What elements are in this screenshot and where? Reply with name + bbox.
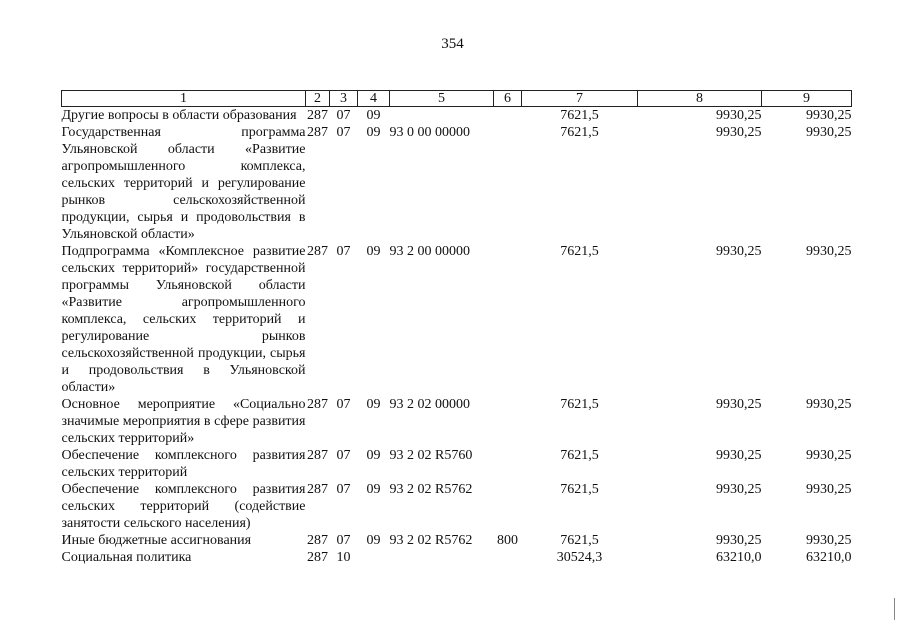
row-value-7: 7621,5: [560, 448, 599, 463]
row-code-2: 287: [307, 397, 328, 412]
row-code-2: 287: [307, 244, 328, 259]
row-code-6: 800: [497, 533, 518, 548]
table-row: [62, 532, 852, 549]
row-code-6: [494, 243, 522, 396]
table-row: [62, 481, 852, 532]
row-value-8: 9930,25: [716, 108, 762, 123]
row-code-5: [390, 549, 494, 566]
scan-mark: [894, 598, 895, 620]
row-code-3: 07: [336, 397, 351, 412]
row-value-9: 9930,25: [806, 125, 852, 140]
row-code-6: [494, 447, 522, 481]
row-code-4: 09: [366, 533, 381, 548]
row-code-4: [358, 549, 390, 566]
row-code-5: 93 2 02 R5760: [389, 448, 473, 463]
row-value-7: 30524,3: [556, 550, 603, 565]
table-row: [62, 396, 852, 447]
row-name: Обеспечение комплексного развития сельских территорий: [61, 448, 306, 480]
row-value-7: 7621,5: [560, 108, 599, 123]
col-header-3: 3: [330, 91, 358, 107]
table-row: [62, 124, 852, 243]
col-header-1: 1: [62, 91, 306, 107]
row-code-4: 09: [366, 482, 381, 497]
row-name: Подпрограмма «Комплексное развитие сельских территорий» государственной программы Ульяновской области «Развитие агропромышленного комплекса, сельских территорий и регулирование рынков сельскохозяйственной продукции, сырья и продовольствия в Ульяновской области»: [61, 244, 306, 395]
row-value-7: 7621,5: [560, 397, 599, 412]
header-row: [62, 91, 852, 107]
table-row: [62, 549, 852, 566]
row-value-9: 9930,25: [806, 397, 852, 412]
row-value-9: 9930,25: [806, 108, 852, 123]
col-header-7: 7: [522, 91, 638, 107]
col-header-6: 6: [494, 91, 522, 107]
row-value-8: 9930,25: [716, 244, 762, 259]
row-code-2: 287: [307, 448, 328, 463]
row-code-5: [390, 107, 494, 125]
row-code-6: [494, 124, 522, 243]
row-code-3: 07: [336, 482, 351, 497]
col-header-4: 4: [358, 91, 390, 107]
row-code-4: 09: [366, 448, 381, 463]
table-row: [62, 243, 852, 396]
page-number: 354: [441, 36, 464, 52]
row-code-3: 07: [336, 448, 351, 463]
row-code-5: 93 2 02 00000: [389, 397, 470, 412]
row-name: Основное мероприятие «Социально значимые мероприятия в сфере развития сельских территорий»: [61, 397, 306, 446]
row-code-3: 07: [336, 125, 351, 140]
row-code-6: [494, 396, 522, 447]
row-code-2: 287: [307, 482, 328, 497]
row-code-2: 287: [307, 533, 328, 548]
row-code-6: [494, 107, 522, 125]
row-code-5: 93 0 00 00000: [389, 125, 470, 140]
row-value-8: 63210,0: [716, 550, 762, 565]
row-value-8: 9930,25: [716, 125, 762, 140]
row-value-9: 9930,25: [806, 448, 852, 463]
table-row: [62, 447, 852, 481]
row-code-4: 09: [366, 397, 381, 412]
row-code-3: 10: [336, 550, 351, 565]
row-code-5: 93 2 00 00000: [389, 244, 470, 259]
row-value-8: 9930,25: [716, 397, 762, 412]
row-code-6: [494, 549, 522, 566]
row-value-7: 7621,5: [560, 533, 599, 548]
col-header-2: 2: [306, 91, 330, 107]
row-code-2: 287: [307, 550, 328, 565]
row-value-8: 9930,25: [716, 448, 762, 463]
row-value-8: 9930,25: [716, 482, 762, 497]
col-header-8: 8: [638, 91, 762, 107]
row-name: Иные бюджетные ассигнования: [61, 533, 252, 548]
row-code-5: 93 2 02 R5762: [389, 533, 473, 548]
row-name: Обеспечение комплексного развития сельских территорий (содействие занятости сельского населения): [61, 482, 306, 531]
row-value-7: 7621,5: [560, 125, 599, 140]
row-code-3: 07: [336, 244, 351, 259]
row-value-7: 7621,5: [560, 482, 599, 497]
row-name: Социальная политика: [61, 550, 192, 565]
budget-table: [61, 90, 852, 566]
row-value-9: 63210,0: [806, 550, 852, 565]
row-code-4: 09: [366, 125, 381, 140]
row-code-5: 93 2 02 R5762: [389, 482, 473, 497]
row-value-9: 9930,25: [806, 482, 852, 497]
table-row: [62, 107, 852, 125]
row-code-4: 09: [366, 108, 381, 123]
row-code-2: 287: [307, 125, 328, 140]
row-value-7: 7621,5: [560, 244, 599, 259]
row-code-4: 09: [366, 244, 381, 259]
row-code-3: 07: [336, 533, 351, 548]
col-header-5: 5: [390, 91, 494, 107]
row-code-6: [494, 481, 522, 532]
row-value-8: 9930,25: [716, 533, 762, 548]
row-value-9: 9930,25: [806, 533, 852, 548]
row-name: Другие вопросы в области образования: [61, 108, 297, 123]
row-code-3: 07: [336, 108, 351, 123]
col-header-9: 9: [762, 91, 852, 107]
row-value-9: 9930,25: [806, 244, 852, 259]
row-code-2: 287: [307, 108, 328, 123]
row-name: Государственная программа Ульяновской области «Развитие агропромышленного комплекса, сельских территорий и регулирование рынков сельскохозяйственной продукции, сырья и продовольствия в Ульяновской области»: [61, 125, 306, 242]
